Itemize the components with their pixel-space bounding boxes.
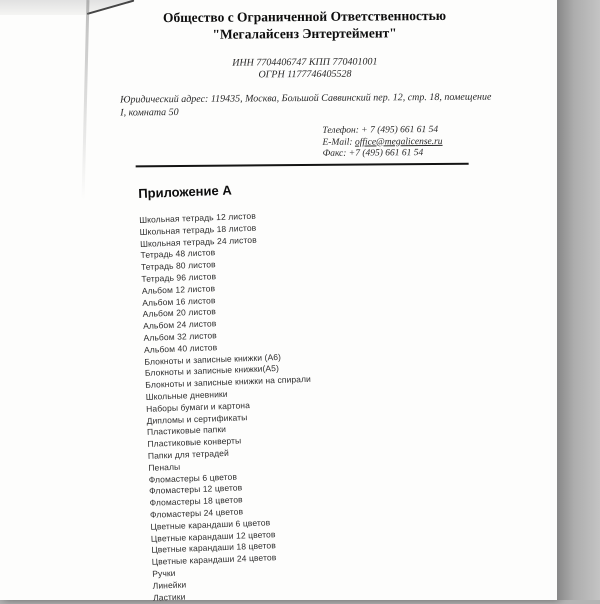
- list-item: Пластиковые папки: [146, 423, 227, 437]
- document-header: [74, 0, 535, 167]
- list-item: Ручки: [152, 567, 176, 579]
- list-item: Альбом 24 листов: [142, 317, 217, 331]
- list-item: Фломастеры 6 цветов: [148, 470, 238, 484]
- list-item: Фломастеры 24 цветов: [149, 505, 244, 520]
- list-item: Альбом 12 листов: [141, 282, 216, 296]
- list-item: Тетрадь 48 листов: [140, 247, 216, 260]
- list-item: Школьная тетрадь 24 листов: [139, 233, 257, 249]
- list-item: Школьная тетрадь 18 листов: [139, 221, 257, 237]
- list-item: Альбом 16 листов: [142, 294, 216, 307]
- document-content: [75, 0, 535, 604]
- ogrn-line: ОГРН 1177746405528: [258, 68, 352, 81]
- fax-line: Факс: +7 (495) 661 61 54: [322, 148, 424, 159]
- list-item: Фломастеры 12 цветов: [149, 482, 243, 496]
- list-item: Блокноты и записные книжки(А5): [144, 362, 280, 378]
- product-list: [139, 200, 550, 604]
- list-item: Цветные карандаши 24 цветов: [151, 551, 277, 567]
- email-link: office@megalicense.ru: [354, 136, 443, 148]
- list-item: Папки для тетрадей: [147, 447, 230, 461]
- appendix-title: Приложение А: [138, 182, 232, 201]
- list-item: Цветные карандаши 6 цветов: [150, 516, 271, 531]
- list-item: Пластиковые конверты: [147, 435, 242, 449]
- list-item: Школьные дневники: [145, 388, 228, 402]
- list-item: Ластики: [152, 590, 186, 602]
- list-item: Альбом 32 листов: [143, 329, 217, 343]
- company-name-line2: "Мегалайсенз Энтертеймент": [212, 25, 397, 42]
- email-label: E-Mail:: [322, 137, 355, 148]
- list-item: Тетрадь 96 листов: [141, 270, 217, 284]
- list-item: Цветные карандаши 18 цветов: [151, 540, 277, 555]
- list-item: Дипломы и сертификаты: [146, 411, 248, 425]
- phone-line: Телефон: + 7 (495) 661 61 54: [322, 124, 439, 136]
- list-item: Цветные карандаши 12 цветов: [150, 528, 276, 543]
- divider-line: [136, 162, 469, 167]
- list-item: Школьная тетрадь 12 листов: [139, 210, 257, 225]
- list-item: Альбом 20 листов: [142, 306, 217, 319]
- inn-kpp-line: ИНН 7704406747 КПП 770401001: [232, 56, 378, 69]
- list-item: Альбом 40 листов: [143, 341, 218, 355]
- appendix-section: [138, 171, 550, 604]
- company-name-line1: Общество с Ограниченной Ответственностью: [162, 7, 447, 26]
- list-item: Блокноты и записные книжки на спирали: [145, 373, 312, 390]
- list-item: Линейки: [152, 578, 187, 590]
- legal-address: Юридический адрес: 119435, Москва, Большой Саввинский пер. 12, стр. 18, помещение I, комната 50: [120, 91, 492, 118]
- scanner-background: [557, 0, 600, 600]
- list-item: Блокноты и записные книжки (А6): [144, 350, 282, 366]
- list-item: Наборы бумаги и картона: [145, 399, 251, 414]
- list-item: Пеналы: [148, 460, 181, 473]
- list-item: Тетрадь 80 листов: [140, 258, 216, 272]
- list-item: Фломастеры 18 цветов: [149, 494, 243, 508]
- contact-block: [322, 124, 535, 160]
